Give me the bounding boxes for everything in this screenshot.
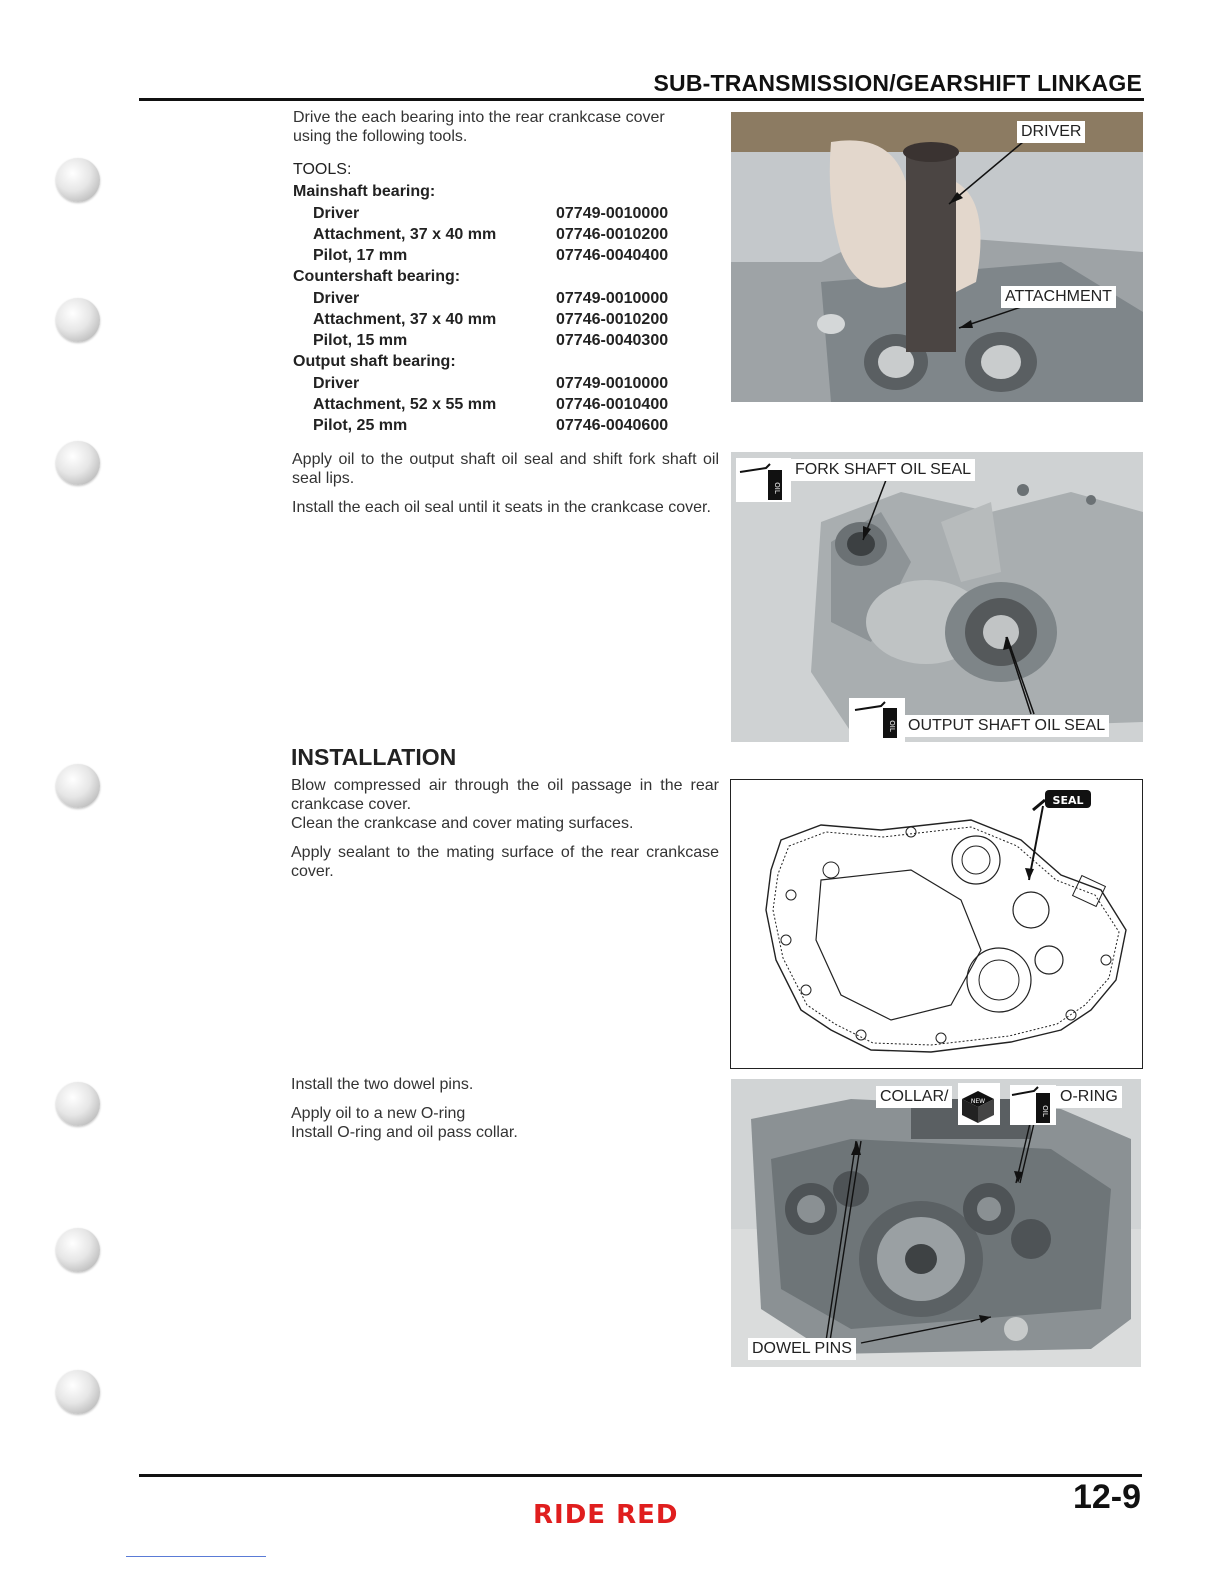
tool-label: Attachment, 37 x 40 mm <box>313 226 497 243</box>
tool-label: Driver <box>313 290 360 307</box>
binder-hole <box>56 1370 100 1414</box>
label-dowel-pins: DOWEL PINS <box>748 1338 856 1360</box>
intro-line: using the following tools. <box>293 128 468 145</box>
intro-text <box>293 108 723 146</box>
tool-label: Driver <box>313 205 360 222</box>
oil-icon-text: OIL <box>1041 1105 1049 1117</box>
header-rule <box>139 98 1144 101</box>
tool-part-number: 07746-0010400 <box>556 396 669 413</box>
tool-part-number: 07746-0040300 <box>556 332 669 349</box>
installation-line: Apply sealant to the mating surface of the rear crankcase cover. <box>291 844 719 880</box>
oil-seal-instruction: Apply oil to the output shaft oil seal and shift fork shaft oil seal lips. <box>292 451 719 487</box>
figure-oil-seals-photo <box>731 452 1143 742</box>
tool-group-heading: Output shaft bearing: <box>293 353 456 370</box>
binder-hole <box>56 1082 100 1126</box>
oil-icon-text: OIL <box>888 720 896 732</box>
figure-driver-photo <box>731 112 1143 402</box>
label-o-ring: O-RING <box>1056 1086 1122 1108</box>
tool-part-number: 07746-0040400 <box>556 247 669 264</box>
tool-label: Driver <box>313 375 360 392</box>
new-icon-text: NEW <box>970 1098 986 1105</box>
tool-label: Attachment, 37 x 40 mm <box>313 311 497 328</box>
tool-part-number: 07749-0010000 <box>556 375 669 392</box>
tool-part-number: 07746-0010200 <box>556 226 669 243</box>
label-driver: DRIVER <box>1017 121 1085 143</box>
label-fork-shaft-oil-seal: FORK SHAFT OIL SEAL <box>791 459 975 481</box>
tool-group-heading: Mainshaft bearing: <box>293 183 436 200</box>
footer-rule <box>139 1474 1142 1477</box>
tool-label: Attachment, 52 x 55 mm <box>313 396 497 413</box>
tools-title: TOOLS: <box>293 161 352 178</box>
binder-hole <box>56 158 100 202</box>
binder-hole <box>56 1228 100 1272</box>
oil-can-icon <box>736 458 791 502</box>
seal-icon-text: SEAL <box>1052 794 1084 807</box>
label-attachment: ATTACHMENT <box>1001 286 1116 308</box>
page-number: 12-9 <box>1072 1478 1141 1516</box>
tool-label: Pilot, 25 mm <box>313 417 408 434</box>
tool-part-number: 07749-0010000 <box>556 205 669 222</box>
new-part-icon <box>958 1083 1000 1125</box>
dowel-text <box>291 1075 721 1142</box>
binder-hole <box>56 298 100 342</box>
brand-watermark: RIDE RED <box>533 1500 679 1530</box>
section-heading-installation: INSTALLATION <box>291 744 457 770</box>
dowel-line: Install O-ring and oil pass collar. <box>291 1124 518 1141</box>
page-header-title: SUB-TRANSMISSION/GEARSHIFT LINKAGE <box>653 70 1142 96</box>
oil-can-icon <box>1010 1085 1056 1125</box>
label-collar: COLLAR/ <box>876 1086 952 1108</box>
tool-label: Pilot, 15 mm <box>313 332 408 349</box>
tool-part-number: 07749-0010000 <box>556 290 669 307</box>
intro-line: Drive the each bearing into the rear crankcase cover <box>293 109 665 126</box>
oil-icon-text: OIL <box>773 482 781 494</box>
tool-part-number: 07746-0010200 <box>556 311 669 328</box>
binder-hole <box>56 441 100 485</box>
figure-sealant-diagram <box>730 779 1143 1069</box>
tool-part-number: 07746-0040600 <box>556 417 669 434</box>
label-output-shaft-oil-seal: OUTPUT SHAFT OIL SEAL <box>904 715 1109 737</box>
binder-hole <box>56 764 100 808</box>
installation-line: Clean the crankcase and cover mating surfaces. <box>291 815 634 832</box>
oil-can-icon <box>849 698 905 742</box>
oil-seal-install-text: Install the each oil seal until it seats in the crankcase cover. <box>292 499 711 516</box>
tool-label: Pilot, 17 mm <box>313 247 408 264</box>
figure-dowel-pins-photo <box>731 1079 1141 1367</box>
installation-line: Blow compressed air through the oil passage in the rear crankcase cover. <box>291 777 719 813</box>
installation-text <box>291 776 719 881</box>
footer-underline <box>126 1556 266 1557</box>
sealant-tube-icon <box>1031 786 1101 814</box>
dowel-line: Install the two dowel pins. <box>291 1076 474 1093</box>
dowel-line: Apply oil to a new O-ring <box>291 1105 466 1122</box>
tool-group-heading: Countershaft bearing: <box>293 268 461 285</box>
